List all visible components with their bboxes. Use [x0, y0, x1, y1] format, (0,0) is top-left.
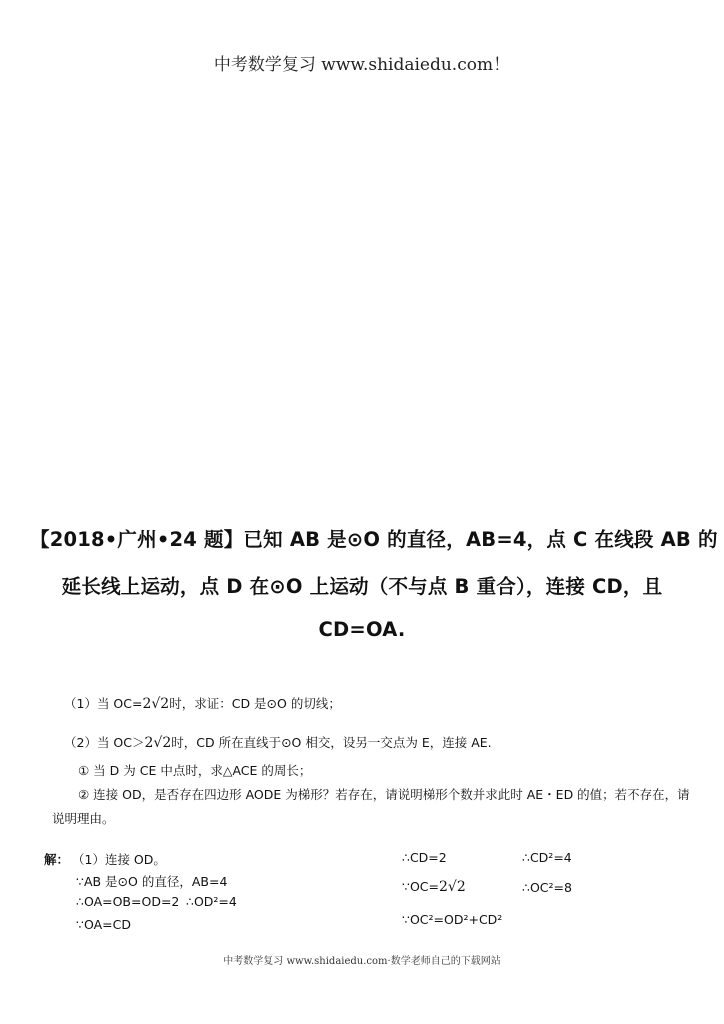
solution-right-3: ∵OC²=OD²+CD² [402, 912, 503, 927]
question-2-suffix: 时，CD 所在直线于⊙O 相交，设另一交点为 E，连接 AE. [171, 735, 492, 750]
question-1-prefix: （1）当 OC= [64, 696, 143, 711]
solution-line-1: （1）连接 OD。 [72, 852, 166, 867]
solution-right-1b: ∴CD²=4 [522, 850, 572, 865]
solution-line-3a: ∴OA=OB=OD=2 [76, 894, 180, 909]
question-2 [64, 733, 492, 751]
question-2-part-2-line-1: ② 连接 OD，是否存在四边形 AODE 为梯形？若存在，请说明梯形个数并求此时 AE・ED 的值；若不存在，请 [78, 787, 690, 802]
solution-line-4: ∵OA=CD [76, 917, 131, 932]
question-2-formula: 2√2 [144, 735, 172, 751]
question-1-formula: 2√2 [142, 696, 170, 712]
solution-right-2a-formula: 2√2 [439, 879, 466, 895]
question-1-suffix: 时，求证：CD 是⊙O 的切线； [169, 696, 341, 711]
page-footer: 中考数学复习 www.shidaiedu.com·数学老师自己的下载网站 [223, 956, 501, 967]
problem-title-line-2: 延长线上运动，点 D 在⊙O 上运动（不与点 B 重合），连接 CD，且 [61, 575, 663, 598]
solution-line-3b: ∴OD²=4 [186, 894, 237, 909]
solution-label: 解： [44, 852, 70, 867]
question-1 [64, 694, 341, 712]
question-2-part-1: ① 当 D 为 CE 中点时，求△ACE 的周长； [78, 763, 312, 778]
solution-right-1a: ∴CD=2 [402, 850, 447, 865]
solution-right-2a [402, 879, 466, 895]
solution-line-2: ∵AB 是⊙O 的直径，AB=4 [76, 874, 228, 889]
solution-right-2b: ∴OC²=8 [522, 880, 572, 895]
problem-title-line-1: 【2018•广州•24 题】已知 AB 是⊙O 的直径，AB=4，点 C 在线段 AB 的 [30, 528, 718, 551]
question-2-prefix: （2）当 OC＞ [64, 735, 145, 750]
question-2-part-2-line-2: 说明理由。 [52, 811, 115, 826]
solution-right-2a-prefix: ∵OC= [402, 879, 439, 894]
problem-title-line-3: CD=OA. [318, 618, 406, 641]
page-header: 中考数学复习 www.shidaiedu.com！ [213, 55, 511, 75]
